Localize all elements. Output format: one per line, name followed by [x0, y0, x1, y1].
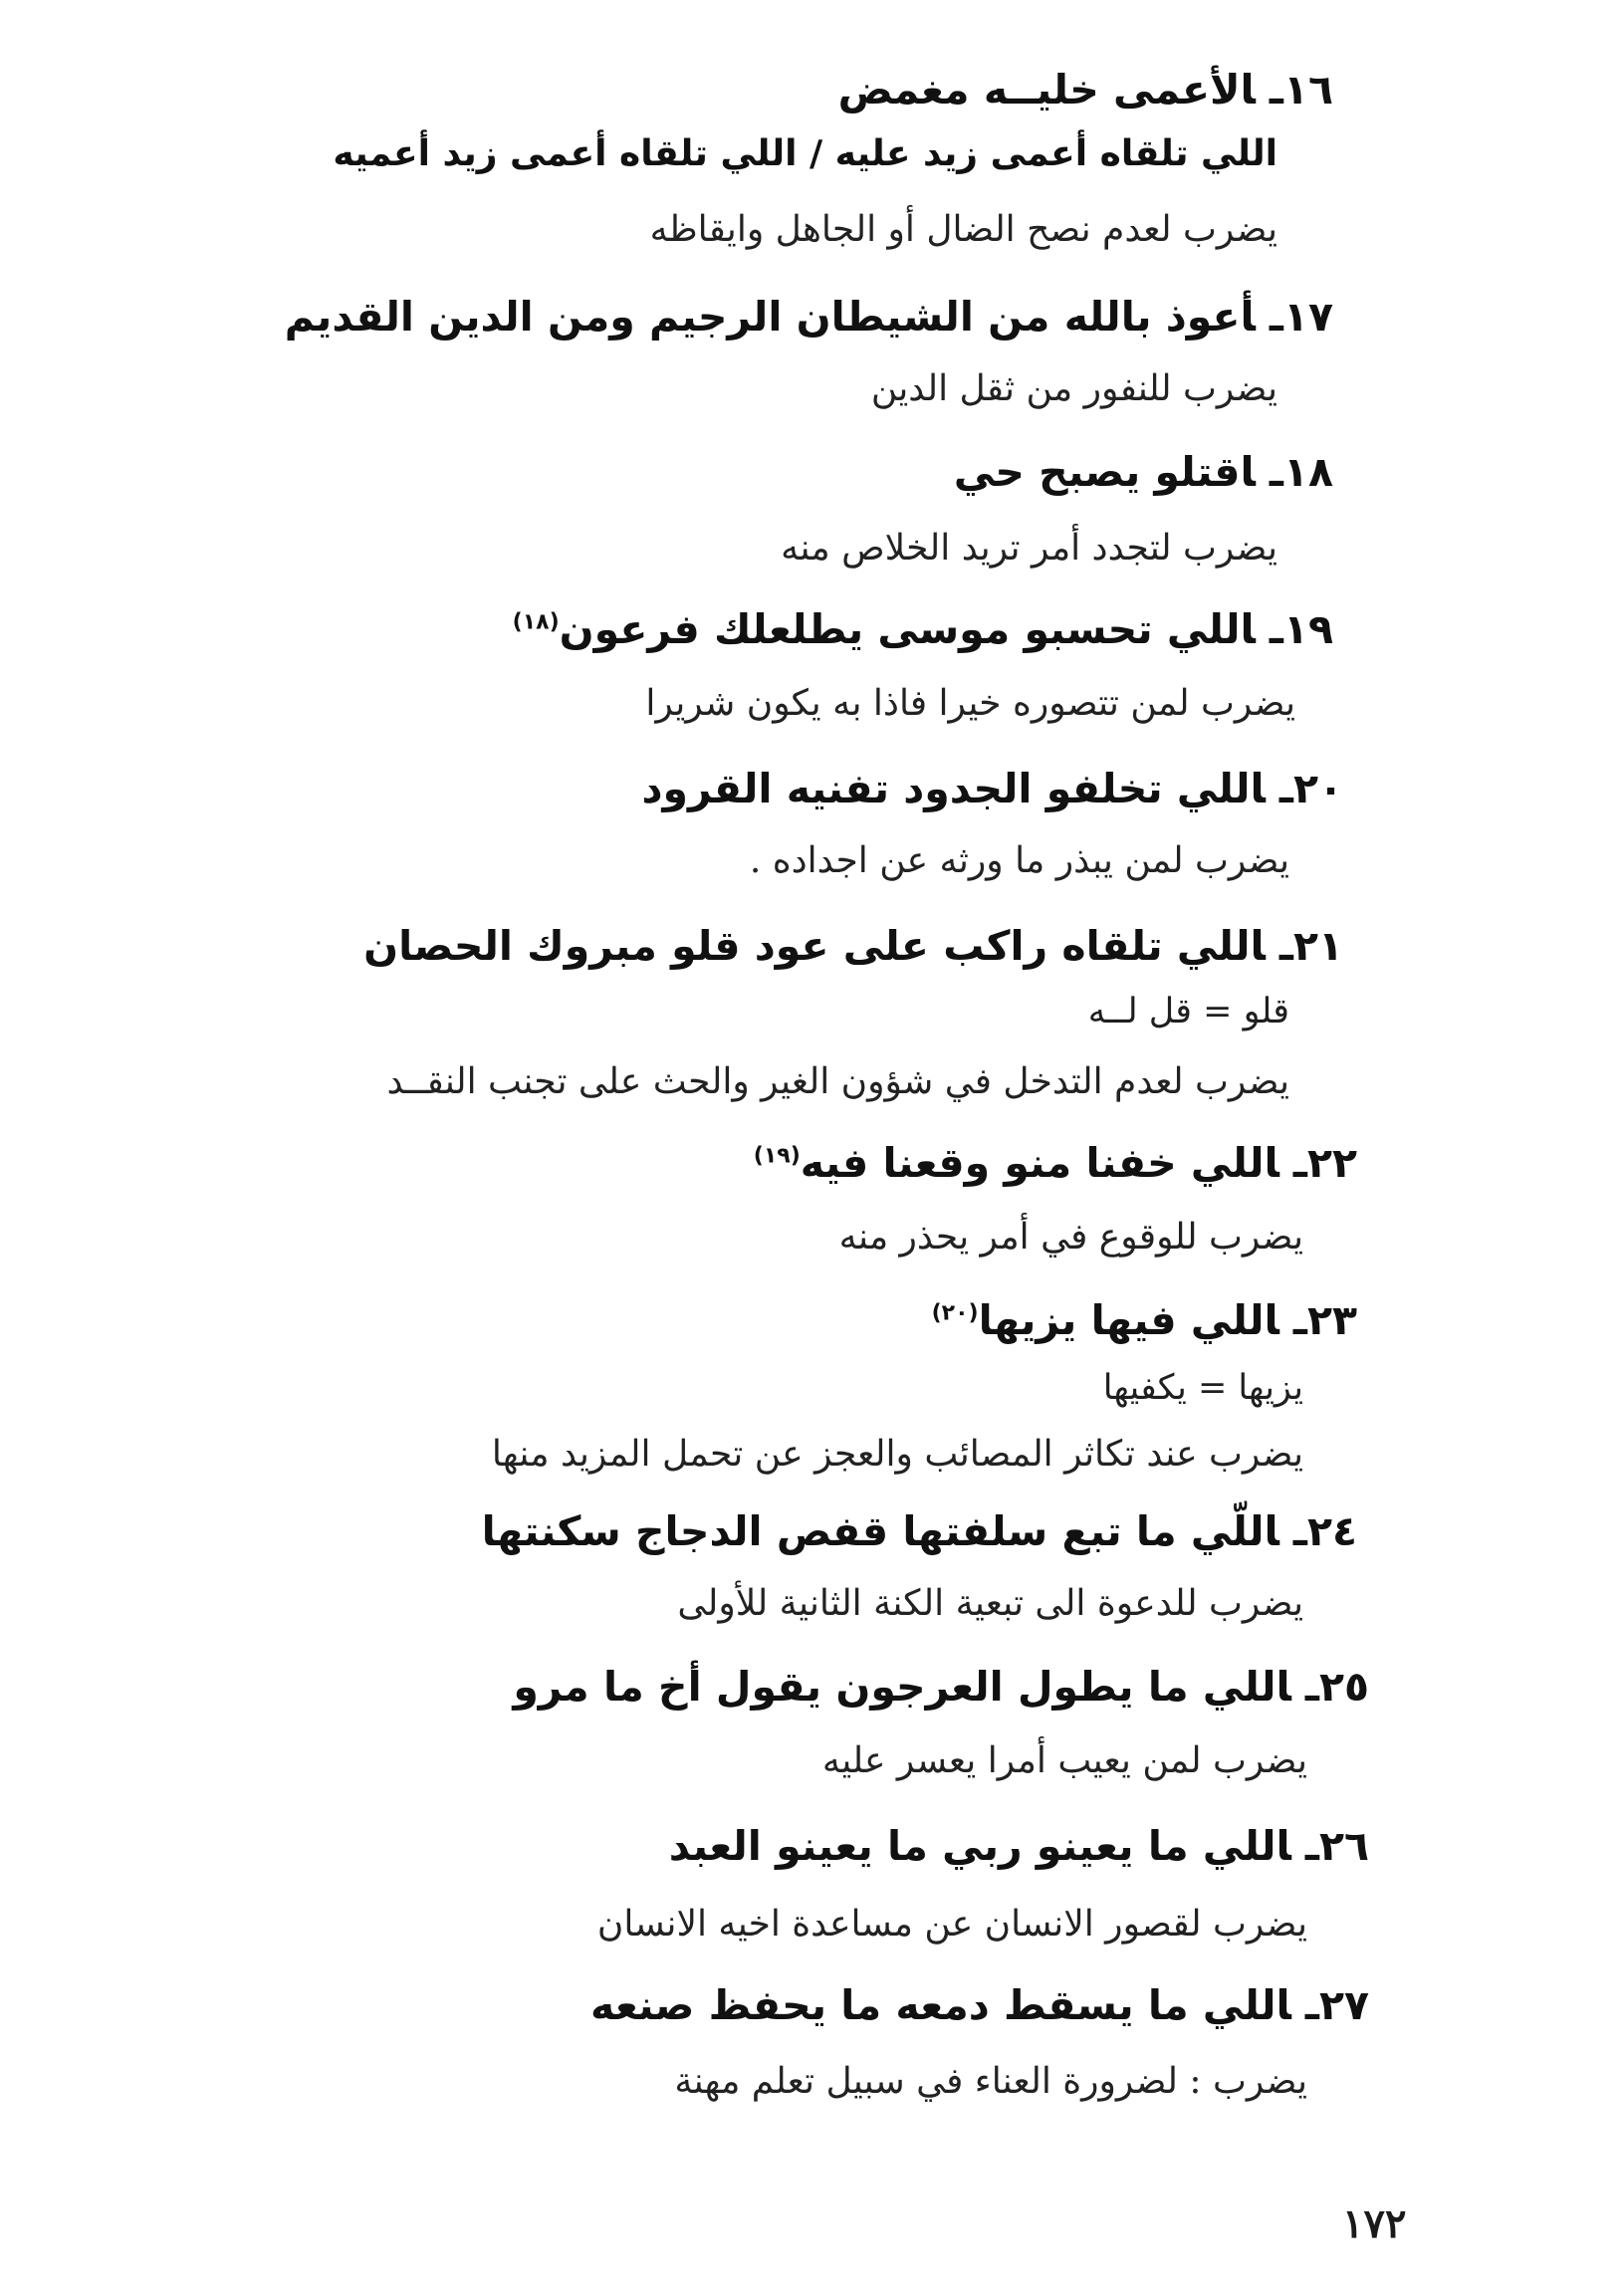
proverb-meaning: يضرب عند تكاثر المصائب والعجز عن تحمل المزيد منها [491, 1434, 1303, 1475]
proverb-text: اللي تلقاه راكب على عود قلو مبروك الحصان [363, 922, 1266, 970]
proverb-number: ٢٣ـ [1292, 1296, 1357, 1344]
proverb-heading [363, 922, 1343, 970]
proverb-number: ٢٧ـ [1304, 1981, 1369, 2029]
proverb-heading [669, 1822, 1369, 1870]
proverb-number: ٢٢ـ [1292, 1139, 1357, 1187]
footnote-marker: (١٩) [753, 1143, 801, 1169]
proverb-meaning: يضرب للدعوة الى تبعية الكنة الثانية للأولى [677, 1583, 1303, 1624]
footnote-marker: (٢٠) [931, 1300, 979, 1326]
proverb-variant: اللي تلقاه أعمى زيد عليه / اللي تلقاه أعمى زيد أعميه [333, 133, 1277, 174]
proverb-number: ١٨ـ [1269, 448, 1333, 496]
proverb-meaning: يضرب : لضرورة العناء في سبيل تعلم مهنة [674, 2061, 1307, 2102]
proverb-text: اللي تحسبو موسى يطلعلك فرعون [559, 605, 1256, 653]
proverb-heading [513, 605, 1333, 653]
proverb-heading [932, 1296, 1357, 1344]
proverb-text: اللي فيها يزيها [978, 1296, 1279, 1344]
proverb-heading [838, 66, 1333, 114]
proverb-number: ٢٠ـ [1278, 765, 1343, 812]
proverb-gloss: قلو = قل لــه [1087, 992, 1289, 1032]
proverb-meaning: يضرب لمن يبذر ما ورثه عن اجداده . [749, 840, 1289, 881]
proverb-number: ٢٤ـ [1292, 1507, 1357, 1555]
proverb-heading [285, 293, 1333, 341]
proverb-number: ١٧ـ [1269, 293, 1333, 341]
proverb-heading [590, 1981, 1369, 2029]
proverb-heading [482, 1507, 1357, 1555]
proverb-text: اللي ما يسقط دمعه ما يحفظ صنعه [590, 1981, 1291, 2029]
proverb-gloss: يزيها = يكفيها [1102, 1368, 1303, 1408]
proverb-meaning: يضرب لمن تتصوره خيرا فاذا به يكون شريرا [645, 683, 1295, 724]
proverb-heading [513, 1663, 1369, 1711]
proverb-text: الأعمى خليــه مغمض [837, 66, 1256, 114]
proverb-number: ٢٥ـ [1304, 1663, 1369, 1711]
proverb-text: اللي ما يعينو ربي ما يعينو العبد [668, 1822, 1291, 1870]
footnote-marker: (١٨) [512, 609, 560, 635]
proverb-text: أعوذ بالله من الشيطان الرجيم ومن الدين القديم [284, 293, 1256, 341]
proverb-text: اللي تخلفو الجدود تفنيه القرود [641, 765, 1266, 812]
proverb-meaning: يضرب للوقوع في أمر يحذر منه [838, 1217, 1303, 1258]
proverb-meaning: يضرب لعدم نصح الضال أو الجاهل وايقاظه [649, 209, 1277, 250]
proverb-meaning: يضرب لمن يعيب أمرا يعسر عليه [821, 1740, 1307, 1781]
proverb-heading [754, 1139, 1357, 1187]
proverb-text: اقتلو يصبح حي [953, 448, 1256, 496]
proverb-heading [641, 765, 1343, 812]
proverb-number: ١٦ـ [1269, 66, 1333, 114]
proverb-text: اللي ما يطول العرجون يقول أخ ما مرو [513, 1663, 1291, 1711]
proverb-number: ٢٦ـ [1304, 1822, 1369, 1870]
proverb-number: ٢١ـ [1278, 922, 1343, 970]
proverb-number: ١٩ـ [1269, 605, 1333, 653]
page-number: ١٧٢ [1342, 2200, 1407, 2247]
proverb-meaning: يضرب للنفور من ثقل الدين [870, 368, 1277, 409]
proverb-meaning: يضرب لعدم التدخل في شؤون الغير والحث على تجنب النقــد [386, 1061, 1289, 1102]
proverb-heading [954, 448, 1333, 496]
proverb-text: اللي خفنا منو وقعنا فيه [800, 1139, 1279, 1187]
proverb-meaning: يضرب لقصور الانسان عن مساعدة اخيه الانسان [596, 1904, 1307, 1945]
proverb-text: اللّي ما تبع سلفتها قفص الدجاج سكنتها [481, 1507, 1279, 1555]
proverb-meaning: يضرب لتجدد أمر تريد الخلاص منه [781, 528, 1277, 569]
